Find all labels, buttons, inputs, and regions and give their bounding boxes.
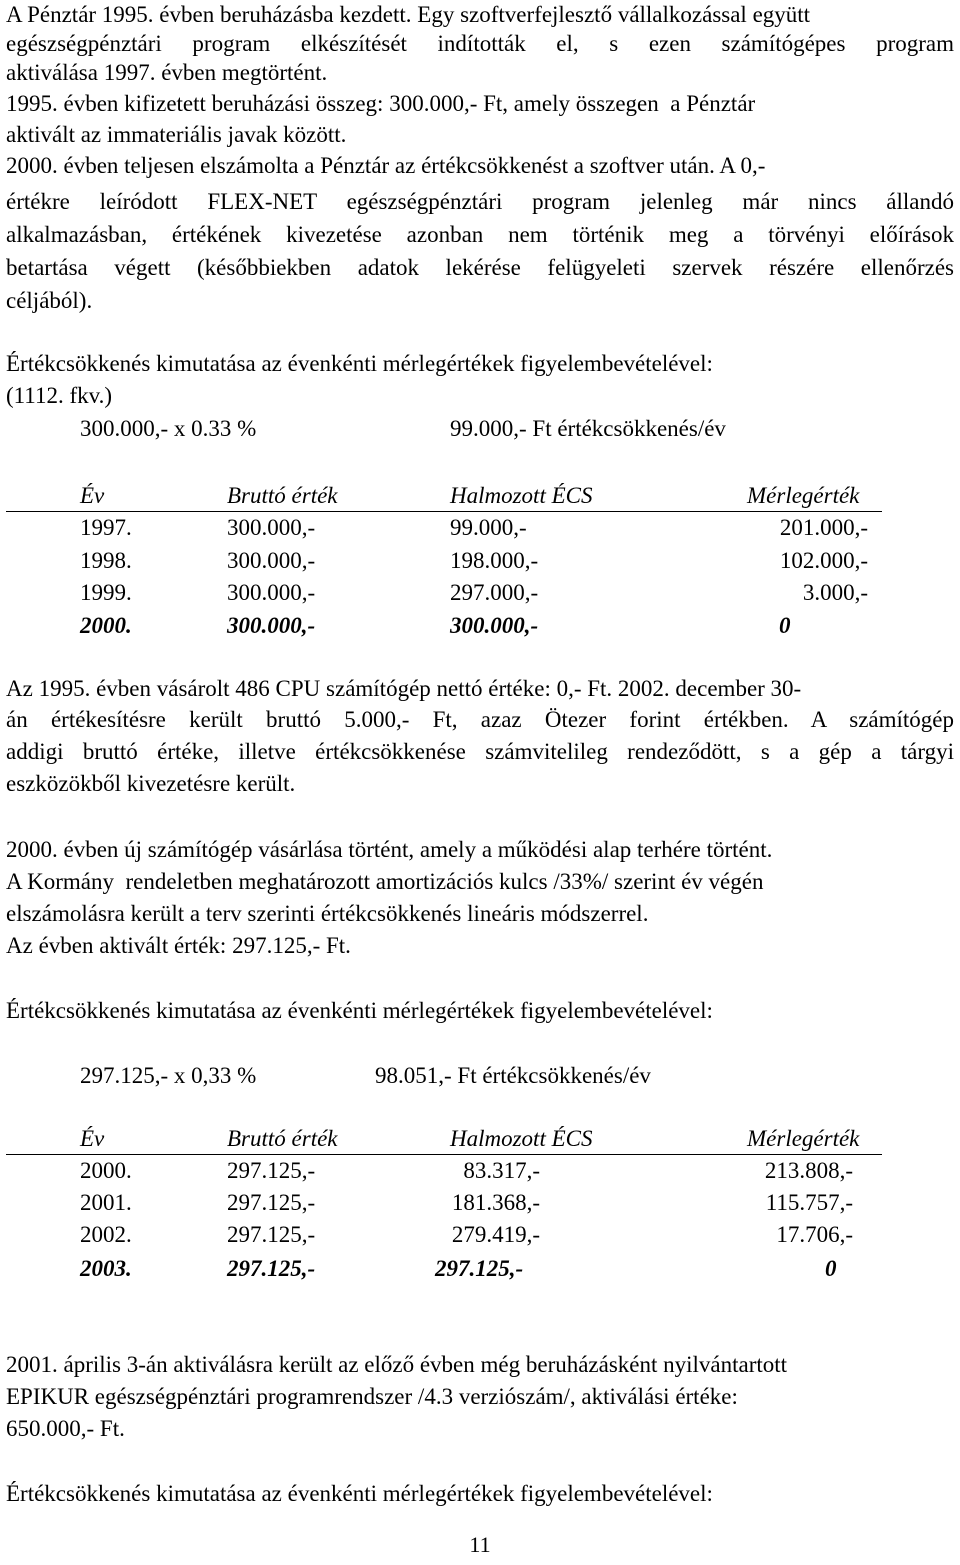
section-subheading: (1112. fkv.) [6, 383, 113, 408]
calc-result: 99.000,- Ft értékcsökkenés/év [450, 416, 726, 441]
section-heading: Értékcsökkenés kimutatása az évenkénti mérlegértékek figyelembevételével: [6, 351, 713, 376]
header-year: Év [80, 1126, 105, 1151]
epikur-line: 2001. április 3-án aktiválásra került az előző évben még beruházásként nyilvántartott [6, 1352, 788, 1377]
cell-gross: 297.125,- [227, 1190, 316, 1215]
cell-year: 1999. [80, 580, 132, 605]
cell-gross: 300.000,- [227, 613, 316, 638]
cpu-line: Az 1995. évben vásárolt 486 CPU számítógép nettó értéke: 0,- Ft. 2002. december 30- [6, 676, 802, 701]
intro-line: aktiválása 1997. évben megtörtént. [6, 60, 328, 85]
calc-formula: 297.125,- x 0,33 % [80, 1063, 257, 1088]
calc-result: 98.051,- Ft értékcsökkenés/év [375, 1063, 651, 1088]
header-gross: Bruttó érték [227, 483, 338, 508]
cell-balance: 102.000,- [779, 548, 868, 573]
cell-gross: 297.125,- [227, 1222, 316, 1247]
header-balance: Mérlegérték [747, 1126, 860, 1151]
page-number: 11 [469, 1532, 491, 1557]
intro-line: betartása végett (későbbiekben adatok lekérése felügyeleti szervek részére ellenőrzés [6, 255, 954, 280]
cell-accumulated: 181.368,- [451, 1190, 540, 1215]
cell-accumulated: 279.419,- [451, 1222, 540, 1247]
cell-gross: 297.125,- [227, 1256, 316, 1281]
newpc-line: 2000. évben új számítógép vásárlása történt, amely a működési alap terhére történt. [6, 837, 773, 862]
intro-line: 1995. évben kifizetett beruházási összeg: 300.000,- Ft, amely összegen a Pénztár [6, 91, 756, 116]
cell-year: 2003. [80, 1256, 132, 1281]
intro-line: értékre leíródott FLEX-NET egészségpénztári program jelenleg már nincs állandó [6, 189, 954, 214]
cell-gross: 300.000,- [227, 515, 316, 540]
section-heading: Értékcsökkenés kimutatása az évenkénti mérlegértékek figyelembevételével: [6, 1481, 713, 1506]
cell-gross: 300.000,- [227, 548, 316, 573]
cpu-line: addigi bruttó értéke, illetve értékcsökkenése számvitelileg rendeződött, s a gép a tárgyi [6, 739, 954, 764]
cell-gross: 297.125,- [227, 1158, 316, 1183]
cell-year: 2002. [80, 1222, 132, 1247]
cell-year: 2001. [80, 1190, 132, 1215]
intro-line: alkalmazásban, értékének kivezetése azonban nem történik meg a törvényi előírások [6, 222, 954, 247]
intro-line: A Pénztár 1995. évben beruházásba kezdett. Egy szoftverfejlesztő vállalkozással együtt [6, 2, 811, 27]
intro-line: 2000. évben teljesen elszámolta a Pénztár az értékcsökkenést a szoftver után. A 0,- [6, 153, 766, 178]
cell-accumulated: 297.000,- [450, 580, 539, 605]
table-rule [6, 1154, 882, 1155]
header-gross: Bruttó érték [227, 1126, 338, 1151]
header-accumulated: Halmozott ÉCS [450, 483, 593, 508]
cell-accumulated: 300.000,- [450, 613, 539, 638]
epikur-line: 650.000,- Ft. [6, 1416, 125, 1441]
cell-accumulated: 99.000,- [450, 515, 527, 540]
epikur-line: EPIKUR egészségpénztári programrendszer /4.3 verziószám/, aktiválási értéke: [6, 1384, 738, 1409]
cell-balance: 115.757,- [765, 1190, 853, 1215]
cell-year: 2000. [80, 1158, 132, 1183]
cell-year: 1997. [80, 515, 132, 540]
intro-line: céljából). [6, 288, 93, 313]
cell-accumulated: 83.317,- [463, 1158, 540, 1183]
intro-line: egészségpénztári program elkészítését indították el, s ezen számítógépes program [6, 31, 954, 56]
header-balance: Mérlegérték [747, 483, 860, 508]
intro-line: aktivált az immateriális javak között. [6, 122, 347, 147]
header-accumulated: Halmozott ÉCS [450, 1126, 593, 1151]
newpc-line: A Kormány rendeletben meghatározott amortizációs kulcs /33%/ szerint év végén [6, 869, 764, 894]
cell-accumulated: 198.000,- [450, 548, 539, 573]
calc-formula: 300.000,- x 0.33 % [80, 416, 257, 441]
table-rule [6, 511, 882, 512]
cell-balance: 213.808,- [764, 1158, 853, 1183]
cell-balance: 0 [779, 613, 791, 638]
cell-accumulated: 297.125,- [435, 1256, 524, 1281]
newpc-line: elszámolásra került a terv szerinti értékcsökkenés lineáris módszerrel. [6, 901, 649, 926]
cpu-line: án értékesítésre került bruttó 5.000,- Ft, azaz Ötezer forint értékben. A számítógép [6, 707, 954, 732]
cell-balance: 201.000,- [779, 515, 868, 540]
cell-year: 2000. [80, 613, 132, 638]
section-heading: Értékcsökkenés kimutatása az évenkénti mérlegértékek figyelembevételével: [6, 998, 713, 1023]
newpc-line: Az évben aktivált érték: 297.125,- Ft. [6, 933, 351, 958]
cell-year: 1998. [80, 548, 132, 573]
cell-gross: 300.000,- [227, 580, 316, 605]
header-year: Év [80, 483, 105, 508]
cell-balance: 17.706,- [776, 1222, 853, 1247]
cell-balance: 0 [825, 1256, 837, 1281]
cpu-line: eszközökből kivezetésre került. [6, 771, 296, 796]
cell-balance: 3.000,- [802, 580, 868, 605]
